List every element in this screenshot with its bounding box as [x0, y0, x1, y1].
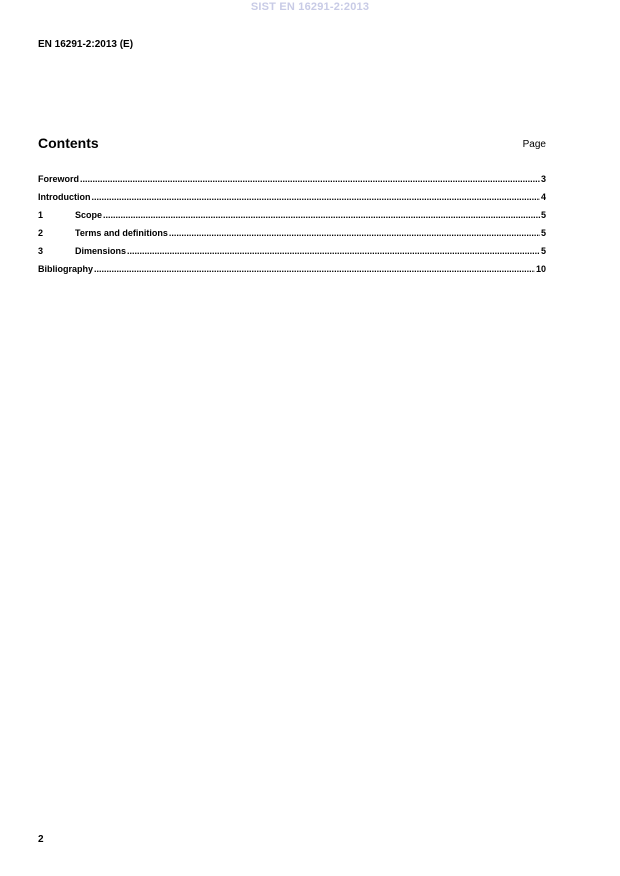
toc-entry-title: Scope — [75, 210, 103, 220]
toc-entry-page: 5 — [540, 246, 546, 256]
toc-leader-dots — [94, 264, 535, 274]
contents-title: Contents — [38, 135, 99, 151]
toc-entry-title: Dimensions — [75, 246, 127, 256]
toc-entry-page: 5 — [540, 210, 546, 220]
toc-entry-number: 1 — [38, 210, 44, 220]
toc-entry-bibliography[interactable] — [38, 264, 546, 282]
toc-leader-dots — [169, 228, 540, 238]
toc-entry-number: 2 — [38, 228, 44, 238]
watermark: SIST EN 16291-2:2013 — [250, 1, 370, 13]
toc-leader-dots — [103, 210, 540, 220]
toc-entry-foreword[interactable] — [38, 174, 546, 192]
toc-leader-dots — [92, 192, 540, 202]
page-number: 2 — [38, 834, 44, 845]
toc-entry-title: Bibliography — [38, 264, 94, 274]
page-column-label: Page — [522, 139, 546, 150]
table-of-contents — [38, 174, 546, 282]
toc-entry-title: Terms and definitions — [75, 228, 168, 238]
toc-entry-terms-and-definitions[interactable] — [38, 228, 546, 246]
toc-entry-page: 4 — [540, 192, 546, 202]
toc-entry-page: 3 — [540, 174, 546, 184]
document-id: EN 16291-2:2013 (E) — [38, 39, 134, 50]
toc-entry-page: 5 — [540, 228, 546, 238]
toc-entry-introduction[interactable] — [38, 192, 546, 210]
toc-entry-number: 3 — [38, 246, 44, 256]
toc-entry-scope[interactable] — [38, 210, 546, 228]
toc-leader-dots — [127, 246, 540, 256]
toc-entry-page: 10 — [535, 264, 546, 274]
toc-entry-title: Introduction — [38, 192, 91, 202]
toc-entry-dimensions[interactable] — [38, 246, 546, 264]
toc-leader-dots — [80, 174, 540, 184]
toc-entry-title: Foreword — [38, 174, 80, 184]
